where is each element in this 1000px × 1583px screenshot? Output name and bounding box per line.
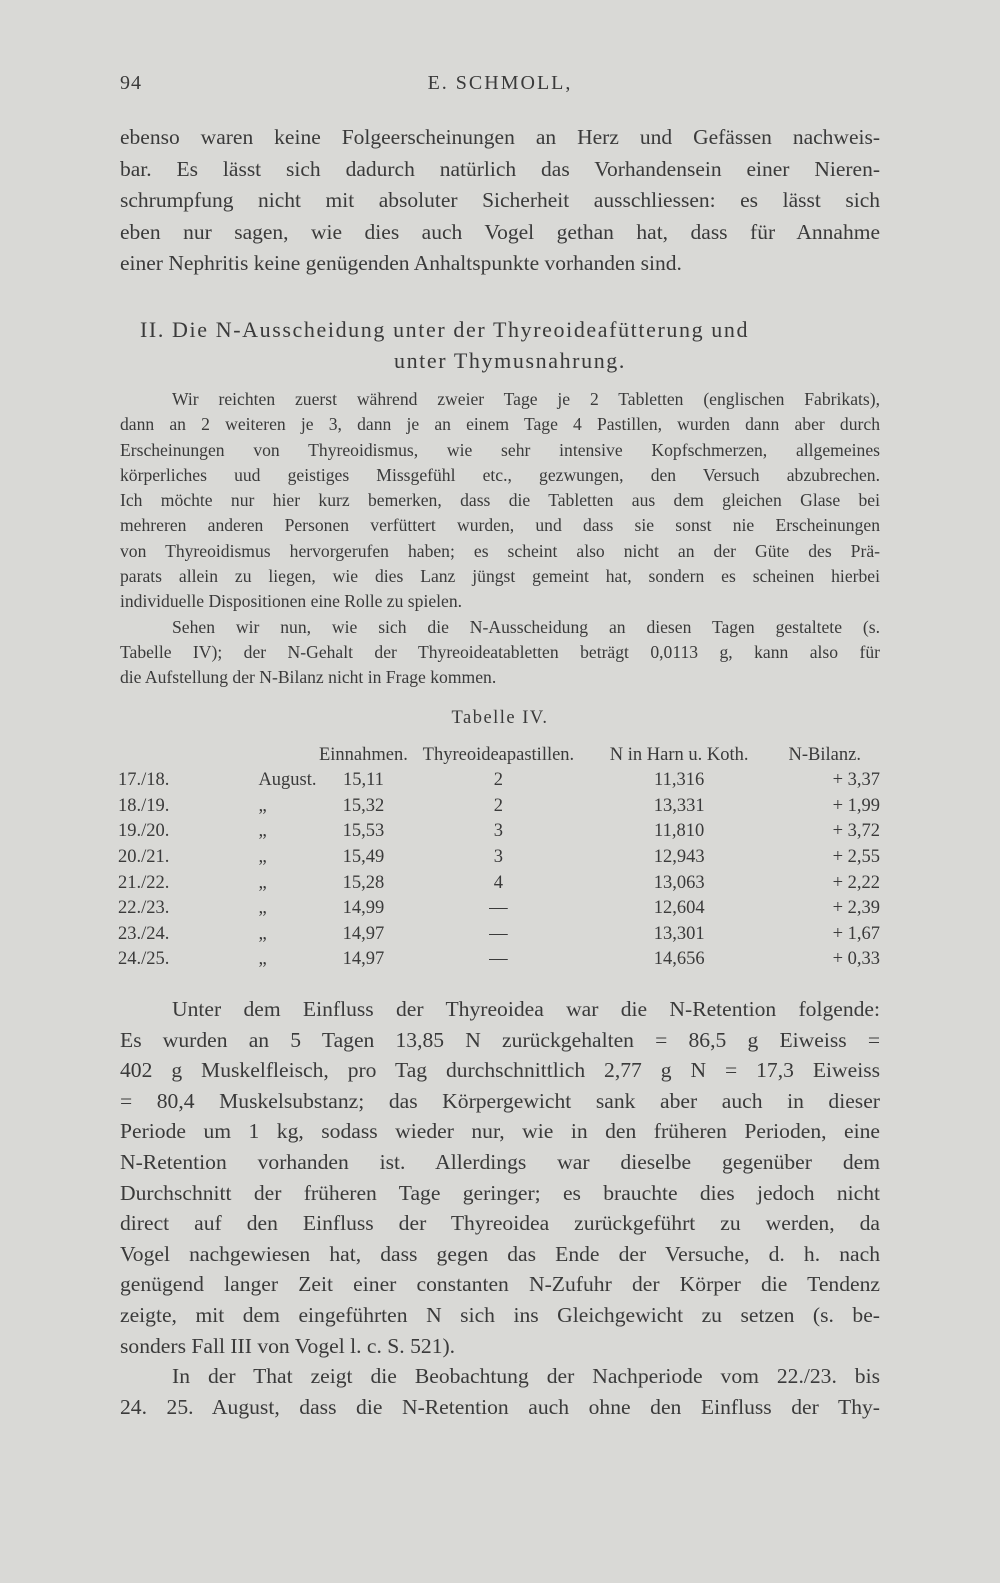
cell-pastillen: 3 — [493, 847, 504, 868]
cell-month: „ — [258, 949, 267, 970]
table-title: Tabelle IV. — [451, 708, 549, 728]
text-line: körperliches uud geistiges Missgefühl etc., gezwungen, den Versuch abzubrechen. — [120, 464, 880, 485]
text-line: dann an 2 weiteren je 3, dann je an einem Tage 4 Pastillen, wurden dann aber durch — [120, 414, 880, 435]
cell-bilanz: + 2,22 — [832, 872, 880, 893]
cell-einnahmen: 14,97 — [342, 923, 385, 944]
text-line: Wir reichten zuerst während zweier Tage je 2 Tabletten (englischen Fabrikats), — [172, 389, 880, 409]
column-header: N-Bilanz. — [788, 744, 861, 765]
cell-n-harn: 14,656 — [653, 949, 705, 970]
cell-einnahmen: 14,97 — [342, 949, 385, 970]
page-header — [120, 72, 880, 102]
text-line: Durchschnitt der früheren Tage geringer; es brauchte dies jedoch nicht — [120, 1180, 880, 1205]
cell-bilanz: + 1,99 — [832, 795, 880, 816]
cell-date: 17./18. — [118, 770, 170, 791]
cell-pastillen: — — [489, 898, 508, 919]
cell-month: „ — [258, 821, 267, 842]
cell-n-harn: 13,301 — [653, 923, 705, 944]
cell-n-harn: 12,943 — [653, 847, 705, 868]
text-line: parats allein zu liegen, wie dies Lanz jüngst gemeint hat, sondern es scheinen hierbei — [120, 566, 880, 587]
table-row — [118, 896, 880, 922]
cell-pastillen: 2 — [493, 795, 504, 816]
section-heading — [120, 314, 880, 376]
text-line: In der That zeigt die Beobachtung der Nachperiode vom 22./23. bis — [172, 1364, 880, 1389]
text-line: von Thyreoidismus hervorgerufen haben; es scheint also nicht an der Güte des Prä- — [120, 540, 880, 561]
text-line: schrumpfung nicht mit absoluter Sicherheit ausschliessen: es lässt sich — [120, 188, 880, 212]
cell-month: „ — [258, 847, 267, 868]
cell-bilanz: + 0,33 — [832, 949, 880, 970]
running-head: E. SCHMOLL, — [427, 72, 573, 94]
section-heading-line: unter Thymusnahrung. — [393, 348, 626, 373]
text-line: N-Retention vorhanden ist. Allerdings war dieselbe gegenüber dem — [120, 1149, 880, 1174]
cell-month: „ — [258, 923, 267, 944]
cell-date: 23./24. — [118, 923, 170, 944]
table-row — [118, 870, 880, 896]
table-row — [118, 922, 880, 948]
text-line: Periode um 1 kg, sodass wieder nur, wie in den früheren Perioden, eine — [120, 1119, 880, 1144]
text-line: 402 g Muskelfleisch, pro Tag durchschnittlich 2,77 g N = 17,3 Eiweiss — [120, 1058, 880, 1083]
column-header: Thyreoideapastillen. — [422, 744, 575, 765]
cell-date: 24./25. — [118, 949, 170, 970]
text-line: die Aufstellung der N-Bilanz nicht in Frage kommen. — [120, 667, 497, 688]
cell-pastillen: — — [489, 923, 508, 944]
table-row — [118, 768, 880, 794]
text-line: Erscheinungen von Thyreoidismus, wie sehr intensive Kopfschmerzen, allgemeines — [120, 439, 880, 460]
cell-einnahmen: 15,49 — [342, 847, 385, 868]
paragraph-intro — [120, 122, 880, 280]
cell-einnahmen: 15,32 — [342, 795, 385, 816]
cell-month: „ — [258, 872, 267, 893]
cell-einnahmen: 15,53 — [342, 821, 385, 842]
cell-pastillen: 3 — [493, 821, 504, 842]
text-line: individuelle Dispositionen eine Rolle zu spielen. — [120, 591, 463, 612]
text-line: sonders Fall III von Vogel l. c. S. 521). — [120, 1333, 456, 1358]
text-line: Ich möchte nur hier kurz bemerken, dass die Tabletten aus dem gleichen Glase bei — [120, 490, 880, 511]
cell-bilanz: + 3,37 — [832, 770, 880, 791]
text-line: Sehen wir nun, wie sich die N-Ausscheidung an diesen Tagen gestaltete (s. — [172, 616, 880, 637]
cell-date: 18./19. — [118, 795, 170, 816]
table-row — [118, 845, 880, 871]
cell-n-harn: 11,810 — [654, 821, 705, 842]
table-row — [118, 794, 880, 820]
text-line: mehreren anderen Personen verfüttert wurden, und dass sie sonst nie Erscheinungen — [120, 515, 880, 536]
cell-einnahmen: 14,99 — [342, 898, 385, 919]
text-line: Vogel nachgewiesen hat, dass gegen das Ende der Versuche, d. h. nach — [120, 1241, 880, 1266]
cell-bilanz: + 2,55 — [832, 847, 880, 868]
cell-month: August. — [258, 770, 317, 791]
text-line: 24. 25. August, dass die N-Retention auch ohne den Einfluss der Thy- — [120, 1394, 880, 1419]
table-row — [118, 819, 880, 845]
column-header: N in Harn u. Koth. — [609, 744, 749, 765]
data-table — [118, 742, 880, 973]
section-heading-line: II. Die N-Ausscheidung unter der Thyreoideafütterung und — [140, 317, 750, 342]
text-line: eben nur sagen, wie dies auch Vogel gethan hat, dass für Annahme — [120, 219, 880, 244]
table-header-row — [118, 742, 880, 768]
text-line: zeigte, mit dem eingeführten N sich ins Gleichgewicht zu setzen (s. be- — [120, 1302, 880, 1327]
cell-n-harn: 11,316 — [654, 770, 705, 791]
text-line: Tabelle IV); der N-Gehalt der Thyreoideatabletten beträgt 0,0113 g, kann also für — [120, 641, 880, 662]
paragraph-small-print — [120, 387, 880, 691]
text-line: einer Nephritis keine genügenden Anhaltspunkte vorhanden sind. — [120, 251, 682, 275]
cell-bilanz: + 1,67 — [832, 923, 880, 944]
cell-n-harn: 12,604 — [653, 898, 705, 919]
text-line: Unter dem Einfluss der Thyreoidea war die N-Retention folgende: — [172, 997, 880, 1021]
text-line: bar. Es lässt sich dadurch natürlich das Vorhandensein einer Nieren- — [120, 156, 880, 181]
text-line: Es wurden an 5 Tagen 13,85 N zurückgehalten = 86,5 g Eiweiss = — [120, 1027, 880, 1052]
cell-pastillen: 4 — [493, 872, 504, 893]
cell-bilanz: + 3,72 — [832, 821, 880, 842]
cell-date: 22./23. — [118, 898, 170, 919]
cell-n-harn: 13,331 — [653, 795, 705, 816]
cell-n-harn: 13,063 — [653, 872, 705, 893]
cell-date: 20./21. — [118, 847, 170, 868]
cell-month: „ — [258, 795, 267, 816]
paragraph-conclusion — [120, 994, 880, 1422]
cell-einnahmen: 15,28 — [342, 872, 385, 893]
cell-date: 19./20. — [118, 821, 170, 842]
cell-bilanz: + 2,39 — [832, 898, 880, 919]
text-line: ebenso waren keine Folgeerscheinungen an Herz und Gefässen nachweis- — [120, 125, 880, 149]
cell-date: 21./22. — [118, 872, 170, 893]
column-header: Einnahmen. — [318, 744, 408, 765]
text-line: direct auf den Einfluss der Thyreoidea zurückgeführt zu werden, da — [120, 1211, 880, 1236]
cell-pastillen: — — [489, 949, 508, 970]
text-line: genügend langer Zeit einer constanten N-Zufuhr der Körper die Tendenz — [120, 1272, 880, 1297]
table-row — [118, 947, 880, 973]
page-number: 94 — [120, 72, 142, 94]
cell-month: „ — [258, 898, 267, 919]
cell-einnahmen: 15,11 — [342, 770, 384, 791]
text-line: = 80,4 Muskelsubstanz; das Körpergewicht sank aber auch in dieser — [120, 1088, 880, 1113]
cell-pastillen: 2 — [493, 770, 504, 791]
